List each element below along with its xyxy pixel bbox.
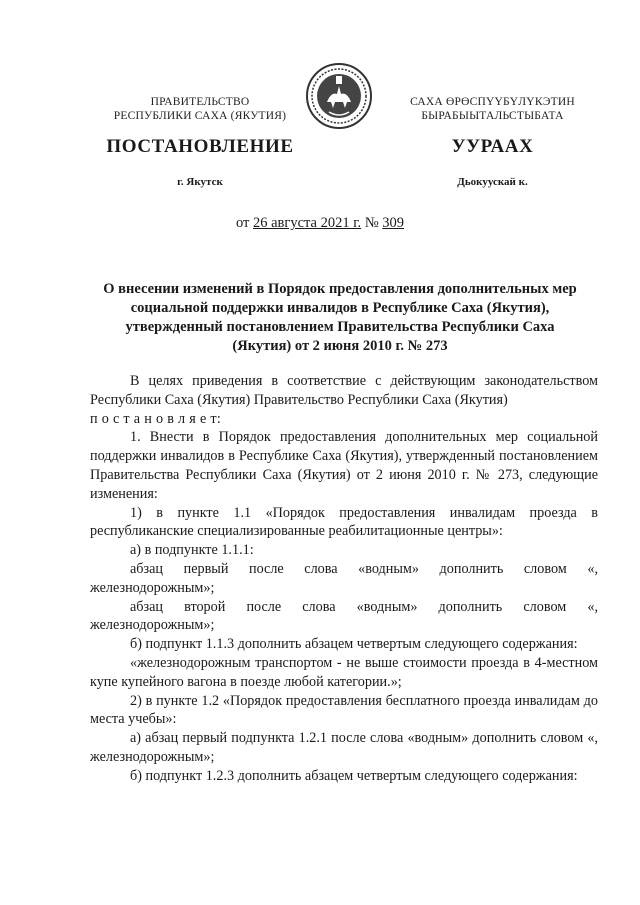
title-line-3: утвержденный постановлением Правительства Республики Саха [125,319,555,335]
left-doc-type: ПОСТАНОВЛЕНИЕ [106,136,294,157]
paragraph-quote-railway: «железнодорожным транспортом - не выше стоимости проезда в 4-местном купе купейного вагона в поезде любой категории.»; [90,654,598,690]
left-org-line2: РЕСПУБЛИКИ САХА (ЯКУТИЯ) [113,110,287,122]
right-doc-type: УУРААХ [451,136,534,157]
title-line-2: социальной поддержки инвалидов в Республике Саха (Якутия), [130,300,550,316]
left-org-name [95,95,305,123]
title-line-1: О внесении изменений в Порядок предоставления дополнительных мер [103,281,577,297]
left-org-line1: ПРАВИТЕЛЬСТВО [150,96,250,108]
paragraph-subitem-2a: а) абзац первый подпункта 1.2.1 после слова «водным» дополнить словом «, железнодорожным»; [90,730,598,765]
paragraph-subitem-1a: а) в подпункте 1.1.1: [130,542,254,559]
right-org-name [385,95,600,123]
document-title [90,280,590,356]
paragraph-preamble: В целях приведения в соответствие с действующим законодательством Республики Саха (Якутия) Правительство Республики Саха (Якутия) [90,373,598,408]
date-prefix: от [235,215,250,231]
paragraph-resolves: п о с т а н о в л я е т: [90,410,222,427]
document-date: 26 августа 2021 г. [253,215,362,231]
number-sign: № [364,215,379,231]
paragraph-abzac-1: абзац первый после слова «водным» дополнить словом «, железнодорожным»; [90,560,598,596]
title-line-4: (Якутия) от 2 июня 2010 г. № 273 [232,338,448,354]
sakha-emblem-icon [305,62,373,130]
paragraph-subitem-2b: б) подпункт 1.2.3 дополнить абзацем четвертым следующего содержания: [130,767,578,784]
document-number: 309 [382,215,405,231]
right-city: Дьокуускай к. [457,176,528,188]
paragraph-subitem-2: 2) в пункте 1.2 «Порядок предоставления бесплатного проезда инвалидам до места учебы»: [90,692,598,728]
document-date-line [0,215,640,232]
paragraph-subitem-1b: б) подпункт 1.1.3 дополнить абзацем четвертым следующего содержания: [130,636,578,653]
right-org-line1: САХА ӨРӨСПҮҮБҮЛҮКЭТИН [410,96,575,108]
right-org-line2: БЫРАБЫЫТАЛЬСТЫБАТА [421,110,564,122]
paragraph-subitem-1: 1) в пункте 1.1 «Порядок предоставления инвалидам проезда в республиканские специализированные реабилитационные центры»: [90,504,598,540]
left-city: г. Якутск [177,176,223,188]
paragraph-item-1: 1. Внести в Порядок предоставления дополнительных мер социальной поддержки инвалидов в Республике Саха (Якутия), утвержденный постановлением Правительства Республики Саха (Якутия) от 2 июня 2010 г. № 273, следующие изменения: [90,429,598,502]
document-body [90,372,598,786]
paragraph-abzac-2: абзац второй после слова «водным» дополнить словом «, железнодорожным»; [90,598,598,634]
